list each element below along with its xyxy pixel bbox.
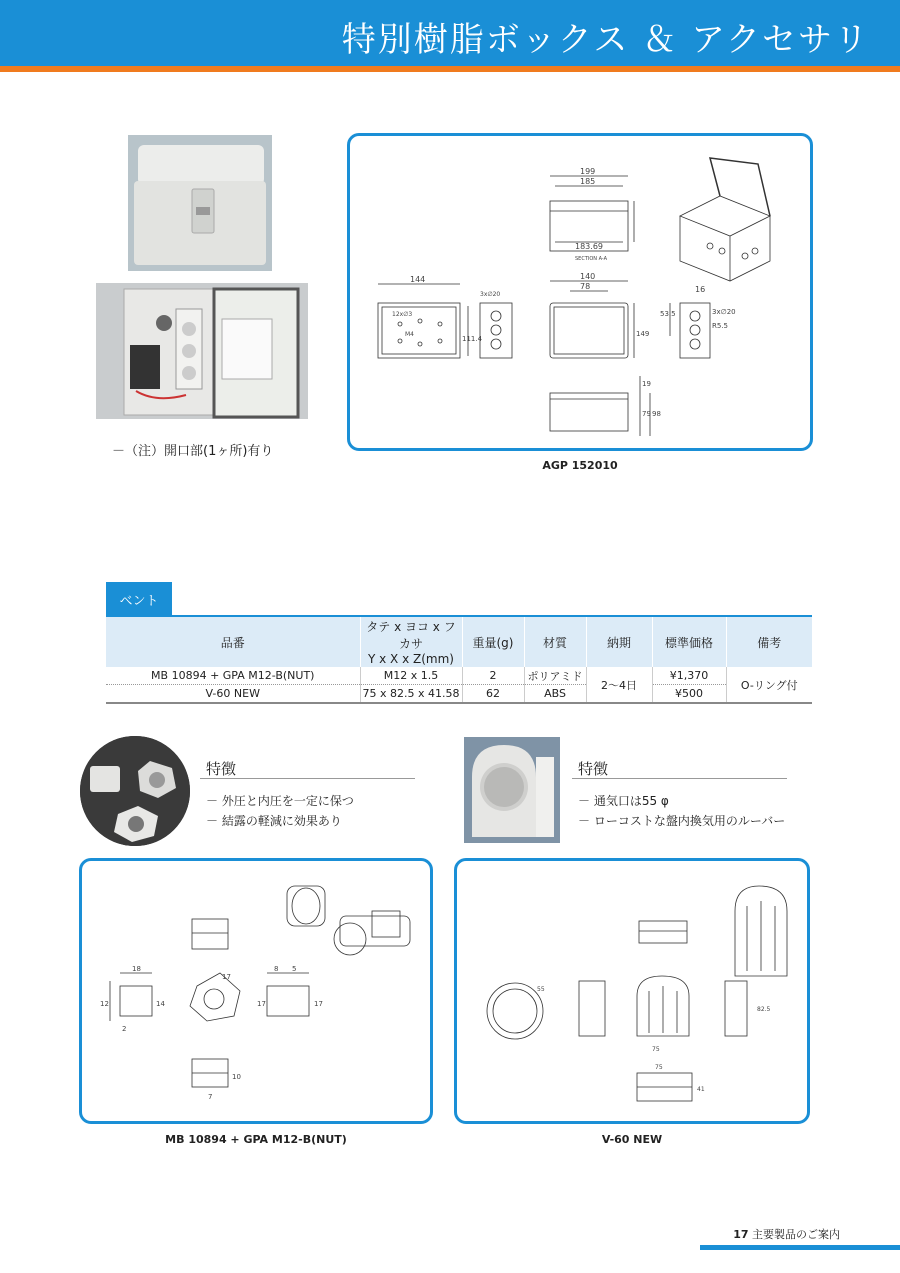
dim-label: 14 [156,1000,165,1008]
cell-part: V-60 NEW [106,685,360,704]
dim-label: 2 [122,1025,127,1033]
feature-right-rule [572,778,787,779]
opening-note: －（注）開口部(1ヶ所)有り [112,444,274,459]
dim-label: 75 [655,1064,663,1071]
open-box-photo [96,283,308,419]
dim-label: 185 [580,177,596,186]
col-material: 材質 [524,617,586,667]
cell-size: 75 x 82.5 x 41.58 [360,685,462,704]
header-stripe [0,66,900,72]
agp-caption: AGP 152010 [542,459,618,472]
closed-box-photo [128,135,272,271]
col-delivery: 納期 [586,617,652,667]
louver-technical-drawing [457,861,807,1121]
dim-label: 98 [652,410,661,418]
cell-delivery: 2～4日 [586,667,652,703]
dim-label: 183.69 [575,242,603,251]
table-row [106,685,812,704]
dim-label: R5.5 [712,322,728,330]
col-dimensions-line2: Y x X x Z(mm) [368,652,454,666]
cell-size: M12 x 1.5 [360,667,462,685]
col-price: 標準価格 [652,617,726,667]
feature-left-rule [200,778,415,779]
dim-label: 144 [410,275,426,284]
dim-label: 12x∅3 [392,311,413,318]
feature-left-item: － 結露の軽減に効果あり [206,814,342,828]
dim-label: 12 [100,1000,109,1008]
cell-material: ポリアミド [524,667,586,685]
dim-label: 149 [636,330,650,338]
cell-material: ABS [524,685,586,704]
page-title: 特別樹脂ボックス ＆ アクセサリ [341,20,870,60]
dim-label: 111.4 [462,335,483,343]
louver-caption: V-60 NEW [601,1133,663,1146]
dim-label: 17 [314,1000,323,1008]
feature-left-title: 特徴 [206,760,237,778]
dim-label: 3x∅20 [480,291,501,298]
dim-label: 17 [222,973,231,981]
dim-label: 41 [697,1086,705,1093]
cell-price: ¥1,370 [652,667,726,685]
dim-label: 75 [652,1046,660,1053]
gland-drawing-frame [79,858,433,1124]
gland-technical-drawing [82,861,430,1121]
louver-drawing-frame [454,858,810,1124]
dim-label: M4 [405,331,414,338]
cell-weight: 62 [462,685,524,704]
vent-section-tab: ベント [106,582,172,616]
footer-bar [700,1245,900,1250]
col-dimensions [360,617,462,667]
gland-photo [80,736,190,846]
dim-label: 5 [292,965,297,973]
col-dimensions-line1: タテ x ヨコ x フカサ [366,620,456,651]
col-remarks: 備考 [726,617,812,667]
dim-label: 78 [580,282,591,291]
agp-technical-drawing [350,136,810,448]
feature-right-item: － 通気口は55 φ [578,794,669,808]
dim-label: 18 [132,965,141,973]
dim-label: 79 [642,410,651,418]
cell-weight: 2 [462,667,524,685]
dim-label: 82.5 [757,1006,771,1013]
section-label: SECTION A-A [575,256,608,262]
col-weight: 重量(g) [462,617,524,667]
footer-label: 主要製品のご案内 [752,1228,840,1241]
vent-spec-table [106,617,812,704]
table-header-row [106,617,812,667]
vent-louver-photo [464,737,560,843]
dim-label: 19 [642,380,651,388]
dim-label: 17 [257,1000,266,1008]
dim-label: 7 [208,1093,213,1101]
dim-label: 10 [232,1073,241,1081]
dim-label: 199 [580,167,596,176]
feature-right-title: 特徴 [578,760,609,778]
page-number: 17 [733,1228,749,1241]
cell-price: ¥500 [652,685,726,704]
dim-label: 16 [695,285,706,294]
col-part-number: 品番 [106,617,360,667]
feature-left-item: － 外圧と内圧を一定に保つ [206,794,354,808]
feature-right-item: － ローコストな盤内換気用のルーバー [578,814,786,828]
cell-remarks: O-リング付 [726,667,812,703]
gland-caption: MB 10894 + GPA M12-B(NUT) [165,1133,347,1146]
dim-label: 8 [274,965,279,973]
dim-label: 140 [580,272,596,281]
agp-drawing-frame [347,133,813,451]
cell-part: MB 10894 + GPA M12-B(NUT) [106,667,360,685]
dim-label: 53.5 [660,310,676,318]
dim-label: 55 [537,986,545,993]
dim-label: 3x∅20 [712,308,736,316]
table-row [106,667,812,685]
page-footer [733,1226,840,1242]
